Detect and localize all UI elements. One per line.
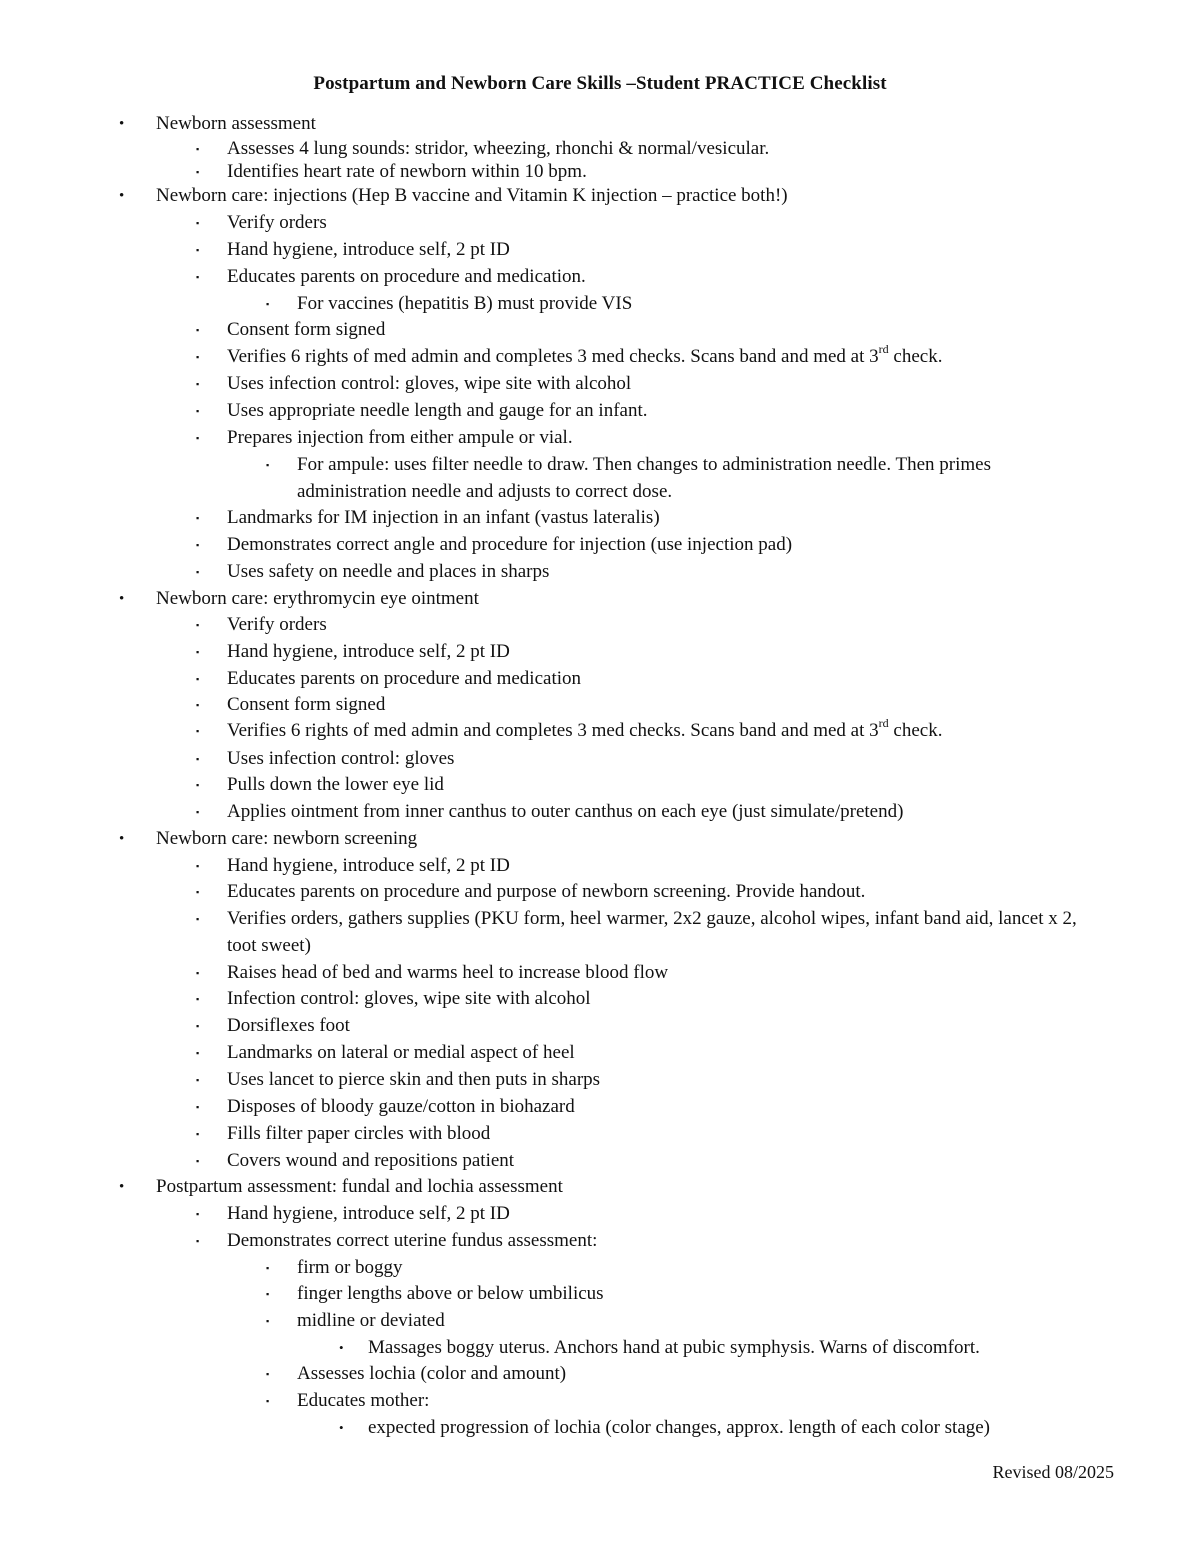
- list-item-text: Verifies 6 rights of med admin and completes 3 med checks. Scans band and med at 3rd check.: [227, 341, 943, 367]
- list-item: [196, 746, 455, 773]
- list-item: [196, 505, 660, 532]
- document-title: Postpartum and Newborn Care Skills –Student PRACTICE Checklist: [313, 73, 887, 94]
- list-item-text: Disposes of bloody gauze/cotton in biohazard: [227, 1096, 575, 1117]
- bullet-square-icon: ▪: [196, 540, 200, 550]
- bullet-square-icon: ▪: [196, 1129, 200, 1139]
- list-item: [196, 639, 510, 666]
- list-item-text: Verifies 6 rights of med admin and completes 3 med checks. Scans band and med at 3rd check.: [227, 715, 943, 741]
- bullet-square-icon: ▪: [266, 1316, 270, 1326]
- list-item: [339, 1415, 991, 1442]
- list-item-text: Educates mother:: [297, 1390, 430, 1411]
- list-item: [196, 532, 793, 559]
- list-item: [266, 1388, 430, 1415]
- bullet-square-icon: ▪: [196, 754, 200, 764]
- list-item-text: Hand hygiene, introduce self, 2 pt ID: [227, 1203, 510, 1224]
- list-item: [196, 1067, 601, 1094]
- list-item: [196, 772, 444, 799]
- list-item: [266, 452, 1097, 506]
- bullet-square-icon: ▪: [196, 218, 200, 228]
- bullet-square-icon: ▪: [196, 674, 200, 684]
- list-item: [119, 183, 788, 210]
- bullet-square-icon: ▪: [196, 167, 200, 177]
- list-item-text: Newborn care: injections (Hep B vaccine and Vitamin K injection – practice both!): [156, 185, 788, 206]
- list-item: [196, 715, 943, 745]
- bullet-square-icon: ▪: [266, 1369, 270, 1379]
- bullet-square-icon: ▪: [196, 144, 200, 154]
- bullet-square-icon: ▪: [266, 1289, 270, 1299]
- bullet-dot-icon: •: [119, 116, 125, 132]
- list-item: [266, 1255, 403, 1282]
- bullet-dot-icon: •: [119, 591, 125, 607]
- list-item: [119, 111, 316, 138]
- bullet-square-icon: ▪: [196, 272, 200, 282]
- list-item: [196, 879, 866, 906]
- list-item-text: Uses lancet to pierce skin and then puts in sharps: [227, 1069, 601, 1090]
- list-item-text: Identifies heart rate of newborn within 10 bpm.: [227, 161, 587, 182]
- list-item: [339, 1335, 980, 1362]
- bullet-square-icon: ▪: [196, 567, 200, 577]
- list-item: [119, 586, 479, 613]
- list-item-text: Consent form signed: [227, 694, 386, 715]
- list-item-text: Raises head of bed and warms heel to increase blood flow: [227, 962, 669, 983]
- list-item-text: Newborn care: newborn screening: [156, 828, 418, 849]
- revision-footer: Revised 08/2025: [992, 1462, 1114, 1482]
- bullet-square-icon: ▪: [266, 1263, 270, 1273]
- list-item: [196, 666, 581, 693]
- list-item-text: Educates parents on procedure and medication.: [227, 266, 586, 287]
- bullet-square-icon: ▪: [196, 1209, 200, 1219]
- list-item-text: Massages boggy uterus. Anchors hand at pubic symphysis. Warns of discomfort.: [368, 1337, 980, 1358]
- list-item: [196, 1148, 515, 1175]
- list-item-text: Hand hygiene, introduce self, 2 pt ID: [227, 855, 510, 876]
- list-item: [196, 692, 386, 719]
- bullet-square-icon: ▪: [196, 1048, 200, 1058]
- list-item-text: Newborn assessment: [156, 113, 316, 134]
- list-item: [196, 341, 943, 371]
- list-item-text: Uses infection control: gloves, wipe site with alcohol: [227, 373, 632, 394]
- bullet-square-icon: ▪: [196, 700, 200, 710]
- list-item: [196, 960, 669, 987]
- list-item-text: Consent form signed: [227, 319, 386, 340]
- list-item: [196, 1013, 350, 1040]
- list-item: [119, 826, 418, 853]
- list-item-text: Assesses 4 lung sounds: stridor, wheezing, rhonchi & normal/vesicular.: [227, 138, 770, 159]
- bullet-square-icon: ▪: [196, 620, 200, 630]
- bullet-square-icon: ▪: [196, 325, 200, 335]
- list-item: [196, 612, 327, 639]
- list-item-text: For ampule: uses filter needle to draw. Then changes to administration needle. Then primes administration needle and adjusts to correct dose.: [297, 454, 992, 502]
- list-item-text: Hand hygiene, introduce self, 2 pt ID: [227, 641, 510, 662]
- bullet-square-icon: ▪: [266, 1396, 270, 1406]
- list-item: [266, 291, 633, 318]
- bullet-square-icon: ▪: [196, 887, 200, 897]
- bullet-square-icon: ▪: [196, 968, 200, 978]
- list-item-text: Verifies orders, gathers supplies (PKU form, heel warmer, 2x2 gauze, alcohol wipes, infant band aid, lancet x 2, toot sweet): [227, 908, 1077, 956]
- list-item: [266, 1308, 445, 1335]
- list-item: [196, 237, 510, 264]
- bullet-dot-icon: •: [119, 1179, 125, 1195]
- bullet-square-icon: ▪: [196, 1075, 200, 1085]
- bullet-square-icon: ▪: [196, 513, 200, 523]
- list-item: [196, 853, 510, 880]
- list-item: [196, 1094, 575, 1121]
- bullet-dot-icon: •: [119, 831, 125, 847]
- bullet-square-icon: ▪: [196, 726, 200, 736]
- list-item-text: Prepares injection from either ampule or vial.: [227, 427, 573, 448]
- bullet-square-icon: ▪: [196, 406, 200, 416]
- bullet-dot-icon: •: [339, 1340, 344, 1355]
- bullet-square-icon: ▪: [196, 914, 200, 924]
- list-item-text: Covers wound and repositions patient: [227, 1150, 515, 1171]
- list-item: [196, 425, 573, 452]
- list-item-text: firm or boggy: [297, 1257, 403, 1278]
- bullet-square-icon: ▪: [196, 1236, 200, 1246]
- list-item-text: Assesses lochia (color and amount): [297, 1363, 567, 1384]
- list-item: [196, 210, 327, 237]
- list-item: [196, 559, 550, 586]
- bullet-square-icon: ▪: [196, 861, 200, 871]
- list-item: [196, 1121, 491, 1148]
- list-item: [196, 1228, 598, 1255]
- bullet-square-icon: ▪: [196, 780, 200, 790]
- list-item: [196, 906, 1107, 960]
- list-item-text: For vaccines (hepatitis B) must provide VIS: [297, 293, 633, 314]
- bullet-square-icon: ▪: [196, 807, 200, 817]
- bullet-square-icon: ▪: [266, 460, 270, 470]
- list-item: [266, 1361, 567, 1388]
- list-item-text: Applies ointment from inner canthus to outer canthus on each eye (just simulate/pretend): [227, 801, 904, 822]
- list-item: [196, 1201, 510, 1228]
- list-item-text: Landmarks on lateral or medial aspect of heel: [227, 1042, 575, 1063]
- list-item-text: midline or deviated: [297, 1310, 445, 1331]
- list-item-text: Newborn care: erythromycin eye ointment: [156, 588, 479, 609]
- list-item: [196, 371, 632, 398]
- list-item-text: Demonstrates correct angle and procedure for injection (use injection pad): [227, 534, 793, 555]
- list-item-text: Postpartum assessment: fundal and lochia assessment: [156, 1176, 563, 1197]
- bullet-square-icon: ▪: [196, 379, 200, 389]
- list-item: [196, 799, 904, 826]
- bullet-square-icon: ▪: [196, 352, 200, 362]
- bullet-square-icon: ▪: [196, 1102, 200, 1112]
- bullet-dot-icon: •: [339, 1420, 344, 1435]
- list-item: [196, 1040, 575, 1067]
- list-item-text: Uses safety on needle and places in sharps: [227, 561, 550, 582]
- list-item-text: Hand hygiene, introduce self, 2 pt ID: [227, 239, 510, 260]
- bullet-square-icon: ▪: [196, 245, 200, 255]
- list-item-text: Landmarks for IM injection in an infant (vastus lateralis): [227, 507, 660, 528]
- list-item: [196, 398, 648, 425]
- list-item-text: Uses infection control: gloves: [227, 748, 455, 769]
- list-item: [266, 1281, 604, 1308]
- list-item-text: finger lengths above or below umbilicus: [297, 1283, 604, 1304]
- list-item-text: Verify orders: [227, 614, 327, 635]
- list-item-text: Educates parents on procedure and purpose of newborn screening. Provide handout.: [227, 881, 866, 902]
- list-item-text: expected progression of lochia (color changes, approx. length of each color stage): [368, 1417, 991, 1438]
- list-item: [196, 264, 586, 291]
- bullet-square-icon: ▪: [196, 1156, 200, 1166]
- list-item-text: Pulls down the lower eye lid: [227, 774, 444, 795]
- bullet-dot-icon: •: [119, 188, 125, 204]
- bullet-square-icon: ▪: [266, 299, 270, 309]
- bullet-square-icon: ▪: [196, 994, 200, 1004]
- bullet-square-icon: ▪: [196, 1021, 200, 1031]
- bullet-square-icon: ▪: [196, 433, 200, 443]
- list-item: [119, 1174, 563, 1201]
- list-item-text: Infection control: gloves, wipe site with alcohol: [227, 988, 591, 1009]
- list-item: [196, 986, 591, 1013]
- list-item: [196, 317, 386, 344]
- list-item-text: Verify orders: [227, 212, 327, 233]
- list-item: [196, 159, 587, 186]
- bullet-square-icon: ▪: [196, 647, 200, 657]
- list-item-text: Demonstrates correct uterine fundus assessment:: [227, 1230, 598, 1251]
- list-item-text: Dorsiflexes foot: [227, 1015, 350, 1036]
- list-item-text: Educates parents on procedure and medication: [227, 668, 581, 689]
- list-item-text: Uses appropriate needle length and gauge for an infant.: [227, 400, 648, 421]
- list-item-text: Fills filter paper circles with blood: [227, 1123, 491, 1144]
